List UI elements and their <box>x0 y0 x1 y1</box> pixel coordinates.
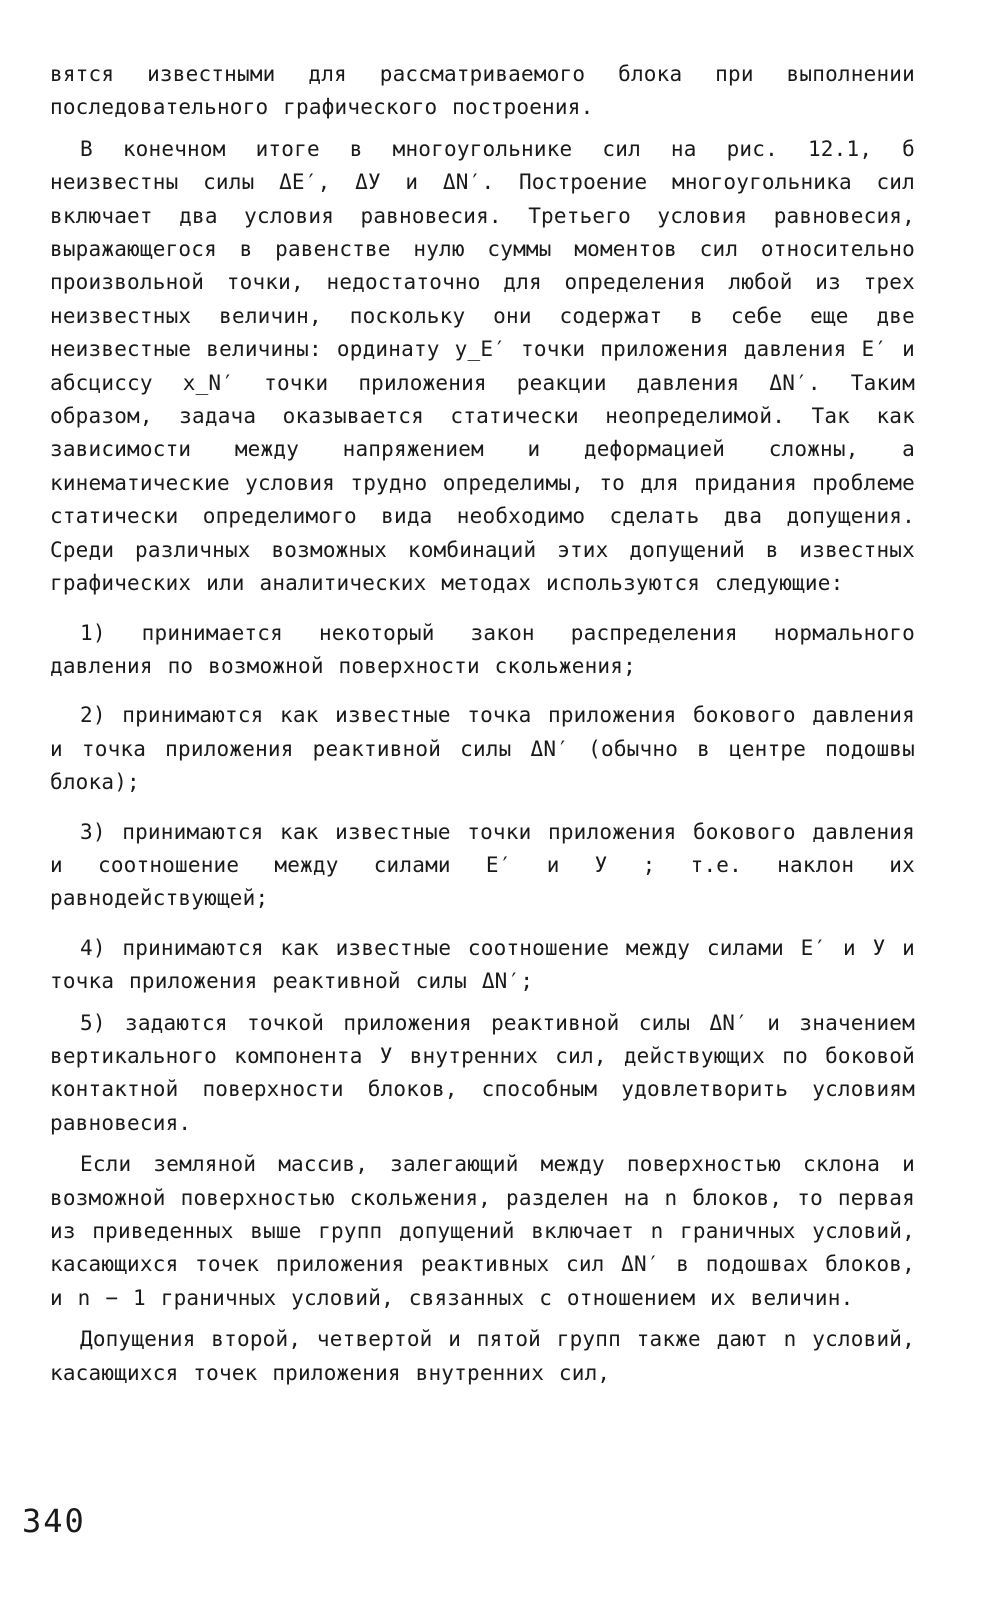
page-number: 340 <box>22 1502 86 1540</box>
page-body <box>50 58 915 1390</box>
list-item-2: 2) принимаются как известные точка приложения бокового давления и точка приложения реактивной силы ΔN′ (обычно в центре подошвы блока); <box>50 703 915 795</box>
paragraph-force-polygon: В конечном итоге в многоугольнике сил на рис. 12.1, б неизвестны силы ΔE′, ΔУ и ΔN′. Построение многоугольника сил включает два условия равновесия. Третьего условия равновесия, выражающегося в равенстве нулю суммы моментов сил относительно произвольной точки, недостаточно для определения любой из трех неизвестных величин, поскольку они содержат в себе еще две неизвестные величины: ординату y_E′ точки приложения давления E′ и абсциссу x_N′ точки приложения реакции давления ΔN′. Таким образом, задача оказывается статически неопределимой. Так как зависимости между напряжением и деформацией сложны, а кинематические условия трудно определимы, то для придания проблеме статически определимого вида необходимо сделать два допущения. Среди различных возможных комбинаций этих допущений в известных графических или аналитических методах используются следующие: <box>50 136 915 596</box>
list-item-4: 4) принимаются как известные соотношение между силами E′ и У и точка приложения реактивной силы ΔN′; <box>50 935 915 994</box>
paragraph-blocks: Если земляной массив, залегающий между поверхностью склона и возможной поверхностью скольжения, разделен на n блоков, то первая из приведенных выше групп допущений включает n граничных условий, касающихся точек приложения реактивных сил ΔN′ в подошвах блоков, и n − 1 граничных условий, связанных с отношением их величин. <box>50 1152 915 1310</box>
list-item-1: 1) принимается некоторый закон распределения нормального давления по возможной поверхности скольжения; <box>50 620 915 678</box>
list-item-5: 5) задаются точкой приложения реактивной силы ΔN′ и значением вертикального компонента У внутренних сил, действующих по боковой контактной поверхности блоков, способным удовлетворить условиям равновесия. <box>50 1010 915 1135</box>
list-item-3: 3) принимаются как известные точки приложения бокового давления и соотношение между силами E′ и У ; т.е. наклон их равнодействующей; <box>50 819 915 911</box>
paragraph-assumptions: Допущения второй, четвертой и пятой групп также дают n условий, касающихся точек приложения внутренних сил, <box>50 1327 915 1385</box>
paragraph-continuation: вятся известными для рассматриваемого блока при выполнении последовательного графического построения. <box>50 62 915 120</box>
